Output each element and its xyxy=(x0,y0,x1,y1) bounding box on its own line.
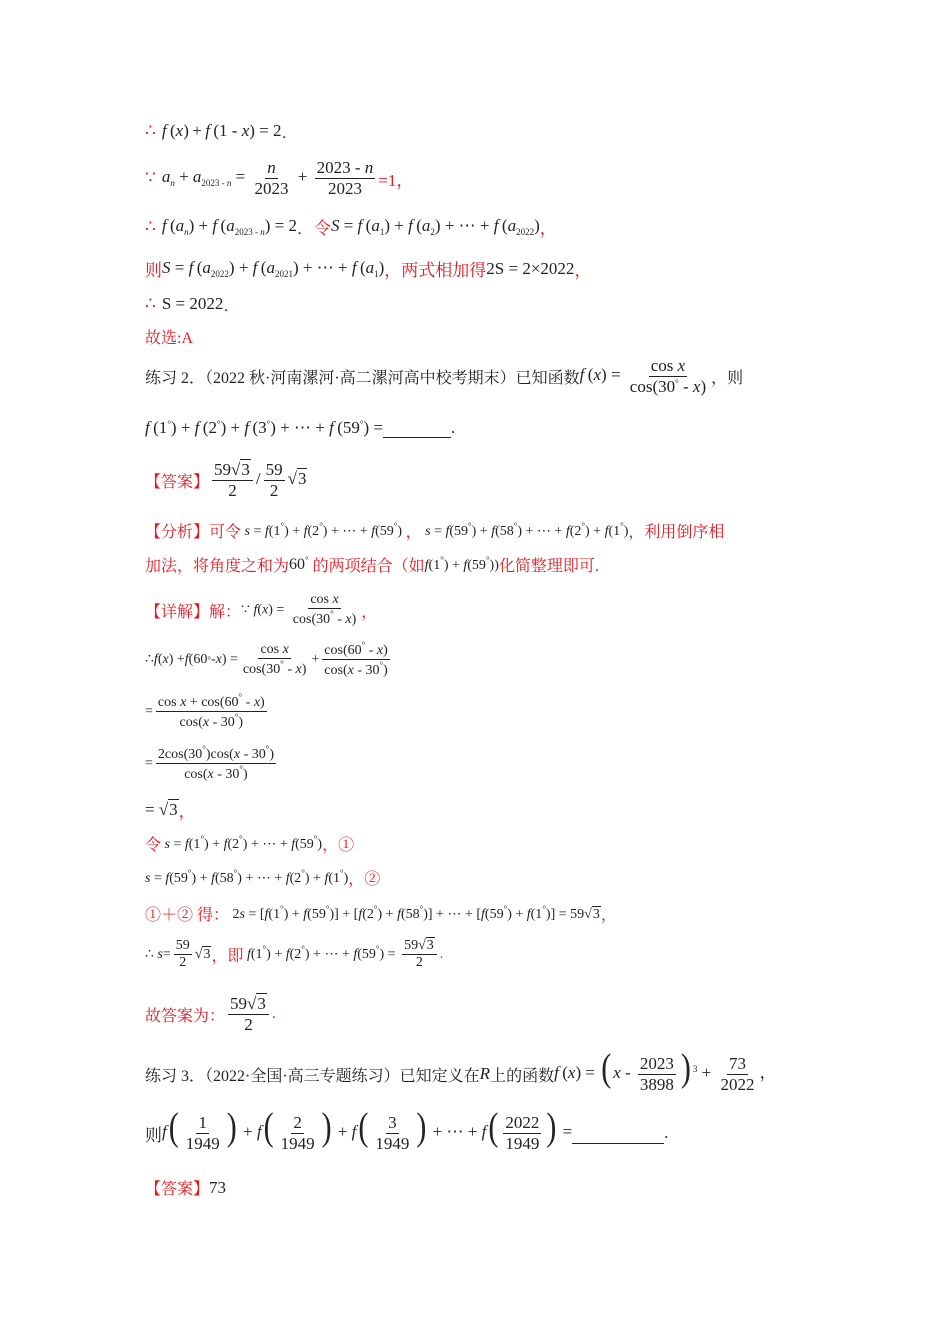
line-1: ∴ f (x) + f (1 - x) = 2 ． xyxy=(145,120,299,142)
formula-4b: 2S = 2×2022 xyxy=(486,258,575,278)
ex2-heading: 练习 2．（2022 秋·河南漯河·高二漯河高中校考期末）已知函数 f (x) = $\frac{\text{cos x}}{\cos(30^\circ - x)}$ ，则 xyxy=(145,356,744,396)
ex3-answer: 【答案】 73 xyxy=(145,1177,227,1198)
ex2-detail-8: ①＋② 得： 2s = [f(1°) + f(59°)] + [f(2°) + f(58°)] + ⋯ + [f(59°) + f(1°)] = 59√3 ， xyxy=(145,904,617,924)
line-2: ∵ $a_n + a_{2023 - n}$ = $\frac{n}{2023}$ + $\frac{2023 - n}{2023}$ =1， xyxy=(145,158,414,198)
line-3: ∴ f $(a_n) + f$ $(a_{2023 - n}) = 2$ ．令 S = f $(a_1) + f$ $(a_2)$ + ⋯ + f $(a_{2022})$ ， xyxy=(145,216,557,238)
ex2-answer: 【答案】 $\frac{59√3}{2}$ / $\frac{59}{2}$ √3 xyxy=(145,460,307,500)
ex2-function: f (x) = $\frac{\text{cos x}}{\cos(30^\circ - x)}$ xyxy=(579,356,707,396)
ex2-sum: f (1°) + f (2°) + f (3°) + ⋯ + f (59°) = . xyxy=(145,418,456,437)
therefore-symbol: ∴ xyxy=(145,120,156,140)
ex3-sum: 则 f( $\frac{1}{1949}$ ) + f( $\frac{2}{1949}$ ) + f( $\frac{3}{1949}$ ) + ⋯ + f( $\frac{2022}{1949}$ ) = . xyxy=(145,1105,669,1153)
ex3-heading: 练习 3．（2022·全国·高三专题练习）已知定义在 R 上的函数 f (x) = ( x - $\frac{2023}{3898}$ ) $^3$ + $\frac{73}{2022}$ ， xyxy=(145,1046,777,1094)
ex2-detail-5: = √ 3 ， xyxy=(145,799,196,821)
formula-4a: S = f $(a_{2022}) + f$ $(a_{2021})$ + ⋯ + f $(a_1)$ xyxy=(162,258,385,279)
ex2-detail-4: = $\frac{2\cos(30^\circ)\cos(x - 30^\circ)}{\cos(x - 30^\circ)}$ xyxy=(145,744,275,783)
ex2-detail-3: = $\frac{\cos x + \cos(60^\circ - x)}{\cos(x - 30^\circ)}$ xyxy=(145,692,265,731)
ex2-final: 故答案为： $\frac{59√3}{2}$ . xyxy=(145,994,276,1034)
ex2-detail-1: 【详解】 解： ∵ f(x) = $\frac{\text{cos x}}{\cos(30^\circ - x)}$ ， xyxy=(145,592,378,628)
line-4: 则 S = f $(a_{2022}) + f$ $(a_{2021})$ + ⋯ + f $(a_1)$ ，两式相加得 2S = 2×2022 ， xyxy=(145,258,592,280)
answer-blank xyxy=(383,419,451,438)
formula-5: S = 2022 xyxy=(161,293,224,313)
ex2-analysis-1: 【分析】 可令 s = f(1°) + f(2°) + ⋯ + f(59°) ， s = f(59°) + f(58°) + ⋯ + f(2°) + f(1°) ，利用倒序相 xyxy=(145,521,725,541)
formula-1: f (x) + f (1 - x) = 2 xyxy=(161,120,282,140)
formula-3a: f $(a_n) + f$ $(a_{2023 - n}) = 2$ xyxy=(161,216,297,237)
ex2-detail-9: ∴ s = $\frac{59}{2}$ √ 3 ，即 f(1°) + f(2°) + ⋯ + f(59°) = $\frac{59√3}{2}$ . xyxy=(145,938,444,971)
ex2-detail-2: ∴ f ( x ) + f (60 ° - x ) = $\frac{\text{cos x}}{\cos(30^\circ - x)}$ + $\frac{\cos(60^\circ - x)}{\cos(x - 30^\circ)}$ xyxy=(145,640,388,679)
ex3-function: f (x) = ( x - $\frac{2023}{3898}$ ) $^3$ + $\frac{73}{2022}$ ， xyxy=(554,1046,777,1094)
line-5: ∴ S = 2022 ． xyxy=(145,293,241,315)
formula-2: $a_n + a_{2023 - n}$ = $\frac{n}{2023}$ + $\frac{2023 - n}{2023}$ xyxy=(161,158,374,198)
ex3-answer-blank xyxy=(572,1123,664,1144)
answer-choice: 故选:A xyxy=(145,330,194,347)
ex2-analysis-2: 加法，将角度之和为 60° 的两项结合（如 f(1°) + f(59°)) 化简整理即可. xyxy=(145,555,599,575)
ex2-detail-7: s = f(59°) + f(58°) + ⋯ + f(2°) + f(1°) ，② xyxy=(145,868,381,888)
ex2-answer-value: $\frac{59√3}{2}$ / $\frac{59}{2}$ √3 xyxy=(214,460,307,500)
formula-3b: S = f $(a_1) + f$ $(a_2)$ + ⋯ + f $(a_{2022})$ xyxy=(330,216,540,237)
ex2-detail-6: 令 s = f(1°) + f(2°) + ⋯ + f(59°) ，① xyxy=(145,834,355,854)
